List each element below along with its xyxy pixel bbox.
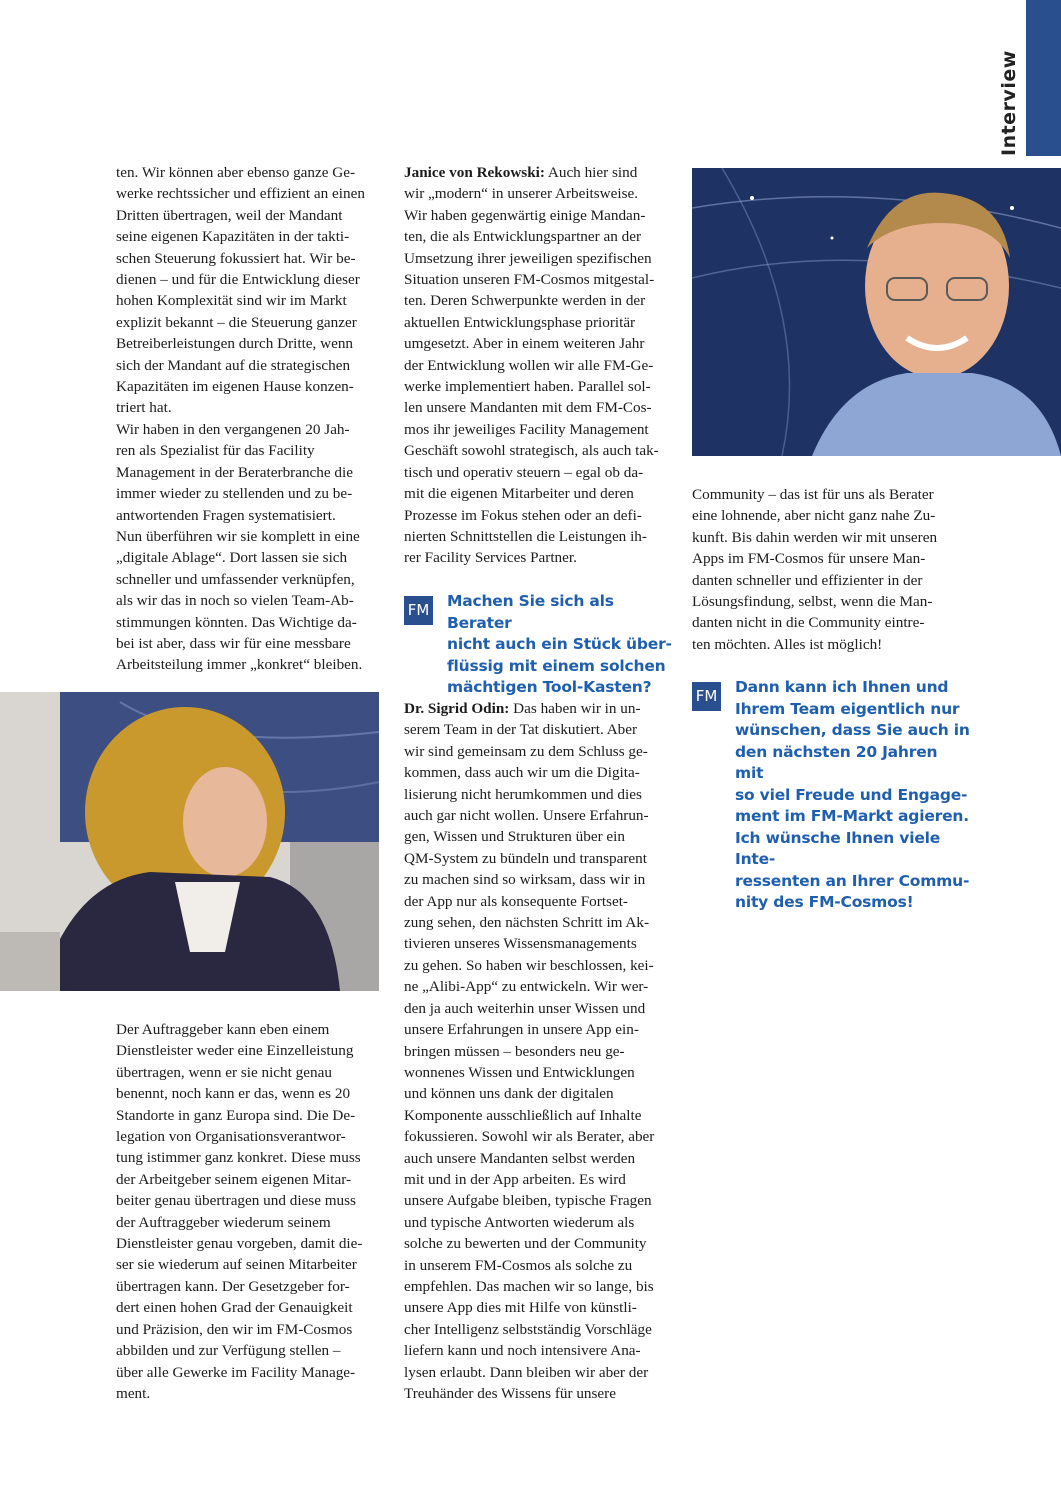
text-line: antwortenden Fragen systematisiert. — [116, 506, 336, 524]
text-line: Umsetzung ihrer jeweiligen spezifischen — [404, 249, 652, 267]
text-line: ten möchten. Alles ist möglich! — [692, 635, 883, 653]
text-line: Machen Sie sich als Berater — [447, 592, 614, 632]
text-line: Dritten übertragen, weil der Mandant — [116, 206, 343, 224]
text-line: Arbeitsteilung immer „konkret“ bleiben. — [116, 656, 363, 674]
text-line: fokussieren. Sowohl wir als Berater, aber — [404, 1128, 655, 1146]
text-line: ten, die als Entwicklungspartner an der — [404, 228, 642, 246]
text-line: umgesetzt. Aber in einem weiteren Jahr — [404, 335, 645, 353]
text-line: dert einen hohen Grad der Genauigkeit — [116, 1299, 353, 1317]
text-line: stimmungen könnten. Das Wichtige da- — [116, 613, 357, 631]
text-line: ten. Deren Schwerpunkte werden in der — [404, 292, 646, 310]
text-line: mächtigen Tool-Kasten? — [447, 678, 652, 696]
text-line: Der Auftraggeber kann eben einem — [116, 1021, 330, 1038]
text-line: lysen erlaubt. Dann bleiben wir aber der — [404, 1363, 649, 1381]
column1-bottom-text — [116, 1019, 386, 1404]
text-line: zu machen sind so wirksam, dass wir in — [404, 871, 646, 889]
question-text-1 — [447, 591, 677, 699]
text-line: Ich wünsche Ihnen viele Inte- — [735, 828, 941, 868]
text-line: über alle Gewerke im Facility Manage- — [116, 1363, 356, 1381]
section-tab-label: Interview — [998, 50, 1020, 156]
text-line: auch unsere Mandanten selbst werden — [404, 1149, 636, 1167]
text-line: mit die eigenen Mitarbeiter und deren — [404, 485, 634, 503]
text-line: ment im FM-Markt agieren. — [735, 807, 969, 825]
text-line: tivieren unseres Wissensmanagements — [404, 935, 637, 953]
text-line: QM-System zu bündeln und transparent — [404, 849, 647, 867]
text-line: auch gar nicht wollen. Unsere Erfahrun- — [404, 807, 649, 825]
text-line: wir sind gemeinsam zu dem Schluss ge- — [404, 742, 648, 760]
text-line: Management in der Beraterbranche die — [116, 463, 353, 481]
text-line: Dienstleister weder eine Einzelleistung — [116, 1042, 354, 1060]
speaker-rekowski-line-rest: Auch hier sind — [544, 164, 638, 181]
text-line: ren als Spezialist für das Facility — [116, 442, 315, 460]
text-line: ne „Alibi-App“ zu entwickeln. Wir wer- — [404, 978, 649, 996]
text-line: und typische Antworten wiederum als — [404, 1213, 635, 1231]
question-text-2 — [735, 677, 970, 914]
text-line: benennt, noch kann er das, wenn es 20 — [116, 1085, 351, 1103]
text-line: schen Steuerung fokussiert hat. Wir be- — [116, 249, 356, 267]
text-line: Standorte in ganz Europa sind. Die De- — [116, 1106, 356, 1124]
text-line: kommen, dass auch wir um die Digita- — [404, 764, 640, 782]
text-line: Community – das ist für uns als Berater — [692, 486, 934, 503]
text-line: eine lohnende, aber nicht ganz nahe Zu- — [692, 507, 936, 525]
text-line: werke rechtssicher und effizient an einen — [116, 185, 365, 203]
speaker-rekowski: Janice von Rekowski: — [404, 164, 545, 181]
text-line: der Arbeitgeber seinem eigenen Mitar- — [116, 1170, 352, 1188]
text-line: Lösungsfindung, selbst, wenn die Man- — [692, 593, 933, 611]
column1-top-text — [116, 162, 386, 676]
text-line: nity des FM-Cosmos! — [735, 893, 914, 911]
text-line: Dann kann ich Ihnen und — [735, 678, 949, 696]
text-line: übertragen kann. Der Gesetzgeber for- — [116, 1277, 350, 1295]
text-line: den nächsten 20 Jahren mit — [735, 742, 938, 782]
text-line: Nun überführen wir sie komplett in eine — [116, 527, 360, 545]
text-line: bei ist aber, dass wir für eine messbare — [116, 634, 351, 652]
text-line: Treuhänder des Wissens für unsere — [404, 1385, 616, 1402]
text-line: den ja auch weiterhin unser Wissen und — [404, 999, 646, 1017]
column3-text — [692, 484, 962, 655]
column2-text — [404, 162, 674, 569]
text-line: Wir haben gegenwärtig einige Mandan- — [404, 206, 646, 224]
text-line: so viel Freude und Engage- — [735, 785, 968, 804]
text-line: lisierung nicht herumkommen und dies — [404, 785, 642, 803]
text-line: und können uns dank der digitalen — [404, 1085, 614, 1103]
text-line: wünschen, dass Sie auch in — [735, 721, 970, 739]
text-line: der Entwicklung wollen wir alle FM-Ge- — [404, 356, 654, 374]
fm-badge: FM — [404, 596, 433, 625]
text-line: aktuellen Entwicklungsphase prioritär — [404, 313, 636, 331]
text-line: len unsere Mandanten mit dem FM-Cos- — [404, 399, 652, 417]
text-line: nicht auch ein Stück über- — [447, 635, 672, 653]
answer-lines-rekowski — [404, 183, 674, 568]
text-line: danten schneller und effizienter in der — [692, 571, 923, 589]
text-line: als wir das in noch so vielen Team-Ab- — [116, 592, 354, 610]
text-line: wonnenes Wissen und Entwicklungen — [404, 1063, 635, 1081]
text-line: dienen – und für die Entwicklung dieser — [116, 271, 360, 289]
fm-badge: FM — [692, 682, 721, 711]
text-line: empfehlen. Das machen wir so lange, bis — [404, 1277, 654, 1295]
text-line: Betreiberleistungen durch Dritte, wenn — [116, 335, 354, 353]
text-line: serem Team in der Tat diskutiert. Aber — [404, 721, 638, 739]
text-line: zung sehen, den nächsten Schritt im Ak- — [404, 914, 650, 932]
text-line: bringen müssen – besonders neu ge- — [404, 1042, 625, 1060]
speaker-odin-line-rest: Das haben wir in un- — [509, 700, 641, 717]
section-tab — [1026, 0, 1061, 156]
text-line: Apps im FM-Cosmos für unsere Man- — [692, 550, 926, 568]
text-line: und Präzision, den wir im FM-Cosmos — [116, 1320, 353, 1338]
text-line: in unserem FM-Cosmos als solche zu — [404, 1256, 633, 1274]
text-line: ment. — [116, 1384, 151, 1402]
text-line: wir „modern“ in unserer Arbeitsweise. — [404, 185, 639, 203]
text-line: der App nur als konsequente Fortset- — [404, 892, 628, 910]
text-line: unsere Aufgabe bleiben, typische Fragen — [404, 1192, 652, 1210]
column2-bottom-text — [404, 698, 674, 1404]
text-line: Geschäft sowohl strategisch, als auch tak- — [404, 442, 659, 460]
text-line: seine eigenen Kapazitäten in der takti- — [116, 228, 350, 246]
text-line: cher Intelligenz selbstständig Vorschläge — [404, 1320, 652, 1338]
text-line: immer wieder zu stellenden und zu be- — [116, 485, 353, 503]
photo-man-illustration — [692, 168, 1061, 456]
text-line: Dienstleister genau vorgeben, damit die- — [116, 1235, 363, 1253]
text-line: Komponente ausschließlich auf Inhalte — [404, 1106, 642, 1124]
text-line: abbilden und zur Verfügung stellen – — [116, 1342, 341, 1360]
text-line: unsere App dies mit Hilfe von künstli- — [404, 1299, 637, 1317]
text-line: mos ihr jeweiliges Facility Management — [404, 420, 649, 438]
text-line: mit und in der App arbeiten. Es wird — [404, 1170, 626, 1188]
text-line: ten. Wir können aber ebenso ganze Ge- — [116, 164, 356, 181]
speaker-odin: Dr. Sigrid Odin: — [404, 700, 510, 717]
text-line: ressenten an Ihrer Commu- — [735, 871, 970, 890]
text-line: „digitale Ablage“. Dort lassen sie sich — [116, 549, 348, 567]
photo-interviewer-man — [692, 168, 1061, 456]
text-line: tung istimmer ganz konkret. Diese muss — [116, 1149, 361, 1167]
text-line: unsere Erfahrungen in unsere App ein- — [404, 1021, 639, 1039]
text-line: Kapazitäten im eigenen Hause konzen- — [116, 378, 354, 396]
text-line: liefern kann und noch intensivere Ana- — [404, 1342, 641, 1360]
answer-paragraph-odin — [404, 698, 674, 719]
photo-woman-illustration — [0, 692, 379, 991]
text-line: übertragen, wenn er sie nicht genau — [116, 1063, 332, 1081]
text-line: Situation unseren FM-Cosmos mitgestal- — [404, 271, 655, 289]
text-line: legation von Organisationsverantwor- — [116, 1128, 346, 1146]
text-line: rer Facility Services Partner. — [404, 549, 577, 567]
text-line: solche zu bewerten und der Community — [404, 1235, 647, 1253]
photo-interviewee-woman — [0, 692, 379, 991]
text-line: hohen Komplexität sind wir im Markt — [116, 292, 347, 310]
text-line: Wir haben in den vergangenen 20 Jah- — [116, 420, 350, 438]
text-line: flüssig mit einem solchen — [447, 656, 666, 675]
answer-lines-odin — [404, 719, 674, 1404]
text-line: sich der Mandant auf die strategischen — [116, 356, 351, 374]
text-line: zu gehen. So haben wir beschlossen, kei- — [404, 956, 654, 974]
text-line: Ihrem Team eigentlich nur — [735, 699, 960, 718]
text-line: tisch und operativ steuern – egal ob da- — [404, 463, 644, 481]
text-line: Prozesse im Fokus stehen oder an defi- — [404, 506, 642, 524]
text-line: gen, Wissen und Strukturen über ein — [404, 828, 625, 846]
text-line: nierten Schnittstellen die Leistungen ih- — [404, 527, 647, 545]
text-line: der Auftraggeber wiederum seinem — [116, 1213, 331, 1231]
text-line: beiter genau übertragen und diese muss — [116, 1192, 356, 1210]
text-line: triert hat. — [116, 399, 172, 417]
text-line: werke implementiert haben. Parallel sol- — [404, 378, 651, 396]
text-line: kunft. Bis dahin werden wir mit unseren — [692, 528, 938, 546]
text-line: danten nicht in die Community eintre- — [692, 614, 925, 632]
text-line: schneller und umfassender verknüpfen, — [116, 570, 355, 588]
text-line: explizit bekannt – die Steuerung ganzer — [116, 313, 357, 331]
text-line: ser sie wiederum auf seinen Mitarbeiter — [116, 1256, 357, 1274]
answer-paragraph-rekowski — [404, 162, 674, 183]
